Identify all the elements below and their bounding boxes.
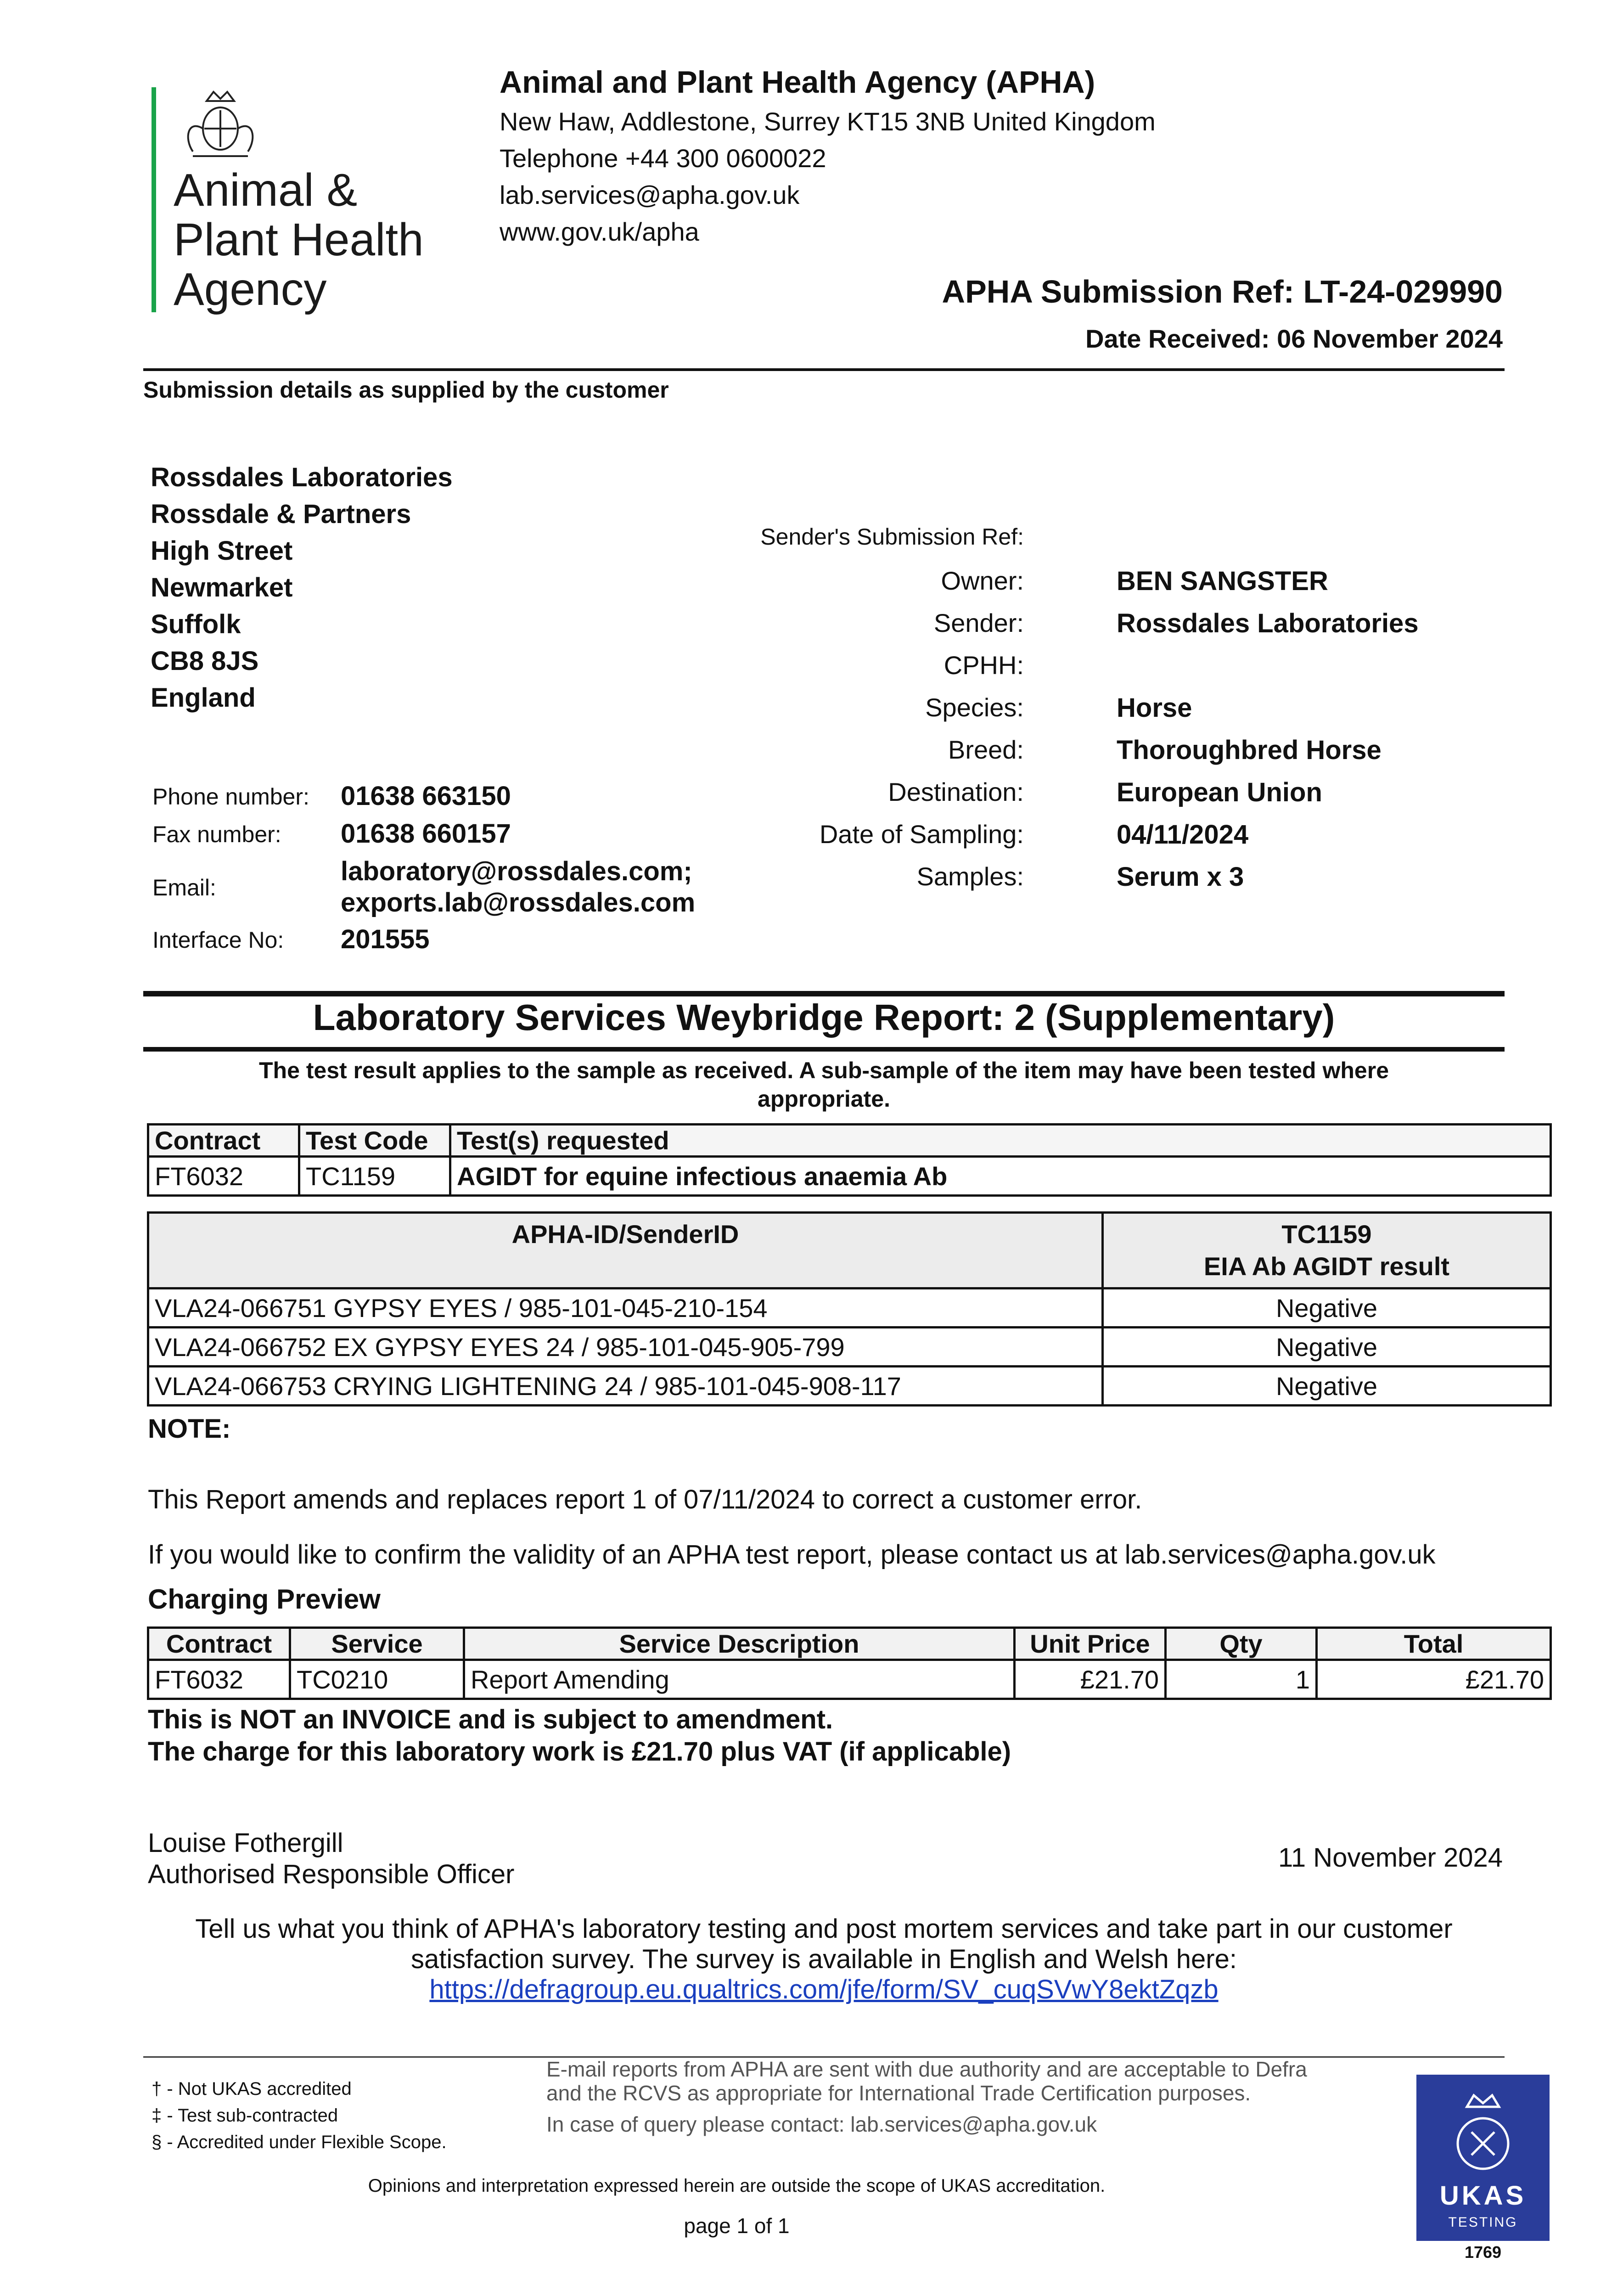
- detail-value: Rossdales Laboratories: [1117, 608, 1419, 638]
- detail-label: CPHH:: [943, 651, 1024, 680]
- royal-crest-icon: [174, 83, 266, 165]
- detail-label: Breed:: [948, 735, 1024, 764]
- qty-cell: 1: [1166, 1660, 1317, 1699]
- table-row: [148, 1289, 1551, 1328]
- applies-statement: [143, 1056, 1505, 1113]
- detail-row: [758, 692, 1492, 735]
- detail-label: Owner:: [941, 566, 1024, 595]
- address-line: High Street: [151, 536, 293, 566]
- table-row: [148, 1328, 1551, 1367]
- detail-value: Serum x 3: [1117, 862, 1244, 892]
- not-invoice-line: This is NOT an INVOICE and is subject to amendment.: [148, 1705, 833, 1734]
- signature-date: 11 November 2024: [1278, 1843, 1503, 1873]
- result-header-line: TC1159: [1281, 1220, 1372, 1249]
- col-header: Service: [290, 1628, 464, 1660]
- signatory-role: Authorised Responsible Officer: [148, 1859, 515, 1889]
- survey-line: satisfaction survey. The survey is available in English and Welsh here:: [411, 1944, 1237, 1974]
- ukas-crown-icon: [1446, 2088, 1520, 2176]
- detail-label: Samples:: [916, 862, 1024, 891]
- total-cell: £21.70: [1317, 1660, 1551, 1699]
- logo-line: Animal &: [174, 164, 358, 216]
- legend-item: § - Accredited under Flexible Scope.: [152, 2132, 447, 2152]
- detail-row: [758, 777, 1492, 819]
- phone-value: 01638 663150: [341, 781, 511, 811]
- col-header: Total: [1317, 1628, 1551, 1660]
- detail-row: [758, 566, 1492, 608]
- report-title: Laboratory Services Weybridge Report: 2 (Supplementary): [313, 997, 1335, 1038]
- charging-table: [147, 1626, 1552, 1700]
- service-description-cell: Report Amending: [464, 1660, 1015, 1699]
- sample-id-cell: VLA24-066752 EX GYPSY EYES 24 / 985-101-045-905-799: [148, 1328, 1103, 1367]
- result-cell: Negative: [1103, 1328, 1551, 1367]
- accreditation-legend: [152, 2076, 447, 2155]
- address-line: Suffolk: [151, 609, 241, 639]
- survey-link[interactable]: https://defragroup.eu.qualtrics.com/jfe/form/SV_cuqSVwY8ektZqzb: [429, 1975, 1219, 2004]
- phone-label: Phone number:: [152, 784, 309, 810]
- address-line: Rossdale & Partners: [151, 499, 411, 529]
- charge-line: The charge for this laboratory work is £21.70 plus VAT (if applicable): [148, 1737, 1011, 1767]
- ukas-logo: [1416, 2075, 1550, 2241]
- col-header-id: APHA-ID/SenderID: [148, 1213, 1103, 1289]
- logo-line: Plant Health: [174, 214, 424, 265]
- detail-label: Date of Sampling:: [819, 820, 1024, 849]
- signatory: [148, 1828, 514, 1890]
- contract-cell: FT6032: [148, 1660, 290, 1699]
- detail-row: [758, 819, 1492, 861]
- submission-caption: Submission details as supplied by the customer: [143, 377, 669, 403]
- col-header: Contract: [148, 1628, 290, 1660]
- address-line: Rossdales Laboratories: [151, 462, 453, 492]
- col-header: Contract: [148, 1125, 299, 1157]
- interface-value: 201555: [341, 924, 430, 954]
- address-line: CB8 8JS: [151, 646, 259, 676]
- address-line: England: [151, 683, 256, 713]
- agency-email: lab.services@apha.gov.uk: [500, 180, 800, 209]
- col-header: Test Code: [299, 1125, 450, 1157]
- detail-value: 04/11/2024: [1117, 820, 1249, 850]
- interface-label: Interface No:: [152, 927, 284, 953]
- validity-note: If you would like to confirm the validity of an APHA test report, please contact us at lab.services@apha.gov.uk: [148, 1540, 1436, 1570]
- email-value-2: exports.lab@rossdales.com: [341, 888, 696, 917]
- sample-id-cell: VLA24-066751 GYPSY EYES / 985-101-045-210-154: [148, 1289, 1103, 1328]
- unit-price-cell: £21.70: [1015, 1660, 1166, 1699]
- survey-invitation: [143, 1914, 1505, 2005]
- contract-cell: FT6032: [148, 1157, 299, 1196]
- result-cell: Negative: [1103, 1289, 1551, 1328]
- date-received: Date Received: 06 November 2024: [1085, 324, 1503, 353]
- email-label: Email:: [152, 875, 216, 900]
- header-divider: [143, 368, 1505, 371]
- result-cell: Negative: [1103, 1367, 1551, 1406]
- tests-requested-cell: AGIDT for equine infectious anaemia Ab: [450, 1157, 1551, 1196]
- report-title-rule-bottom: [143, 1047, 1505, 1052]
- detail-label: Sender's Submission Ref:: [760, 524, 1024, 550]
- survey-line: Tell us what you think of APHA's laboratory testing and post mortem services and take part in our customer: [195, 1914, 1453, 1944]
- detail-value: Horse: [1117, 693, 1192, 723]
- results-table: [147, 1211, 1552, 1407]
- service-cell: TC0210: [290, 1660, 464, 1699]
- result-header-line: EIA Ab AGIDT result: [1203, 1252, 1450, 1281]
- agency-title: Animal and Plant Health Agency (APHA): [500, 65, 1095, 100]
- legend-item: ‡ - Test sub-contracted: [152, 2105, 338, 2126]
- detail-value: BEN SANGSTER: [1117, 566, 1328, 596]
- address-line: Newmarket: [151, 573, 293, 602]
- detail-row: [758, 861, 1492, 904]
- detail-label: Destination:: [888, 777, 1024, 806]
- agency-address: New Haw, Addlestone, Surrey KT15 3NB United Kingdom: [500, 107, 1156, 136]
- detail-value: European Union: [1117, 777, 1322, 807]
- detail-row: [758, 735, 1492, 777]
- test-request-table: [147, 1123, 1552, 1197]
- col-header: Test(s) requested: [450, 1125, 1551, 1157]
- agency-logo-text: [174, 165, 424, 314]
- not-invoice-statement: [148, 1704, 1011, 1768]
- legend-item: † - Not UKAS accredited: [152, 2079, 352, 2099]
- col-header: Service Description: [464, 1628, 1015, 1660]
- applies-line: The test result applies to the sample as received. A sub-sample of the item may have been tested where: [258, 1058, 1389, 1083]
- table-row: [148, 1660, 1551, 1699]
- detail-row: [758, 523, 1492, 566]
- agency-logo-bar: [152, 87, 156, 312]
- detail-row: [758, 608, 1492, 650]
- submission-ref: APHA Submission Ref: LT-24-029990: [942, 274, 1503, 310]
- ukas-opinion-note: Opinions and interpretation expressed herein are outside the scope of UKAS accreditation.: [368, 2176, 1106, 2196]
- charging-heading: Charging Preview: [148, 1584, 381, 1615]
- fax-value: 01638 660157: [341, 819, 511, 849]
- logo-line: Agency: [174, 264, 327, 315]
- detail-row: [758, 650, 1492, 692]
- ukas-word: UKAS: [1439, 2181, 1527, 2211]
- ukas-testing: TESTING: [1448, 2215, 1518, 2230]
- note-heading: NOTE:: [148, 1414, 231, 1444]
- agency-telephone: Telephone +44 300 0600022: [500, 144, 826, 173]
- customer-address: [151, 459, 453, 716]
- sample-id-cell: VLA24-066753 CRYING LIGHTENING 24 / 985-101-045-908-117: [148, 1367, 1103, 1406]
- ukas-number: 1769: [1464, 2243, 1502, 2262]
- fax-label: Fax number:: [152, 822, 281, 847]
- col-header-result: [1103, 1213, 1551, 1289]
- detail-label: Species:: [925, 693, 1024, 722]
- agency-website: www.gov.uk/apha: [500, 217, 699, 246]
- page-number: page 1 of 1: [684, 2214, 790, 2238]
- detail-label: Sender:: [933, 608, 1024, 637]
- applies-line: appropriate.: [758, 1086, 890, 1112]
- col-header: Unit Price: [1015, 1628, 1166, 1660]
- table-row: [148, 1157, 1551, 1196]
- submission-details: [758, 523, 1492, 904]
- col-header: Qty: [1166, 1628, 1317, 1660]
- amend-note: This Report amends and replaces report 1 of 07/11/2024 to correct a customer error.: [148, 1485, 1142, 1514]
- email-note: E-mail reports from APHA are sent with due authority and are acceptable to Defra and the RCVS as appropriate for International Trade Certification purposes.: [546, 2057, 1307, 2105]
- signatory-name: Louise Fothergill: [148, 1828, 343, 1858]
- email-authority-note: [546, 2057, 1327, 2136]
- email-value-1: laboratory@rossdales.com;: [341, 856, 692, 886]
- report-title-rule-top: [143, 991, 1505, 996]
- query-contact: In case of query please contact: lab.services@apha.gov.uk: [546, 2112, 1097, 2136]
- test-code-cell: TC1159: [299, 1157, 450, 1196]
- table-row: [148, 1367, 1551, 1406]
- detail-value: Thoroughbred Horse: [1117, 735, 1382, 765]
